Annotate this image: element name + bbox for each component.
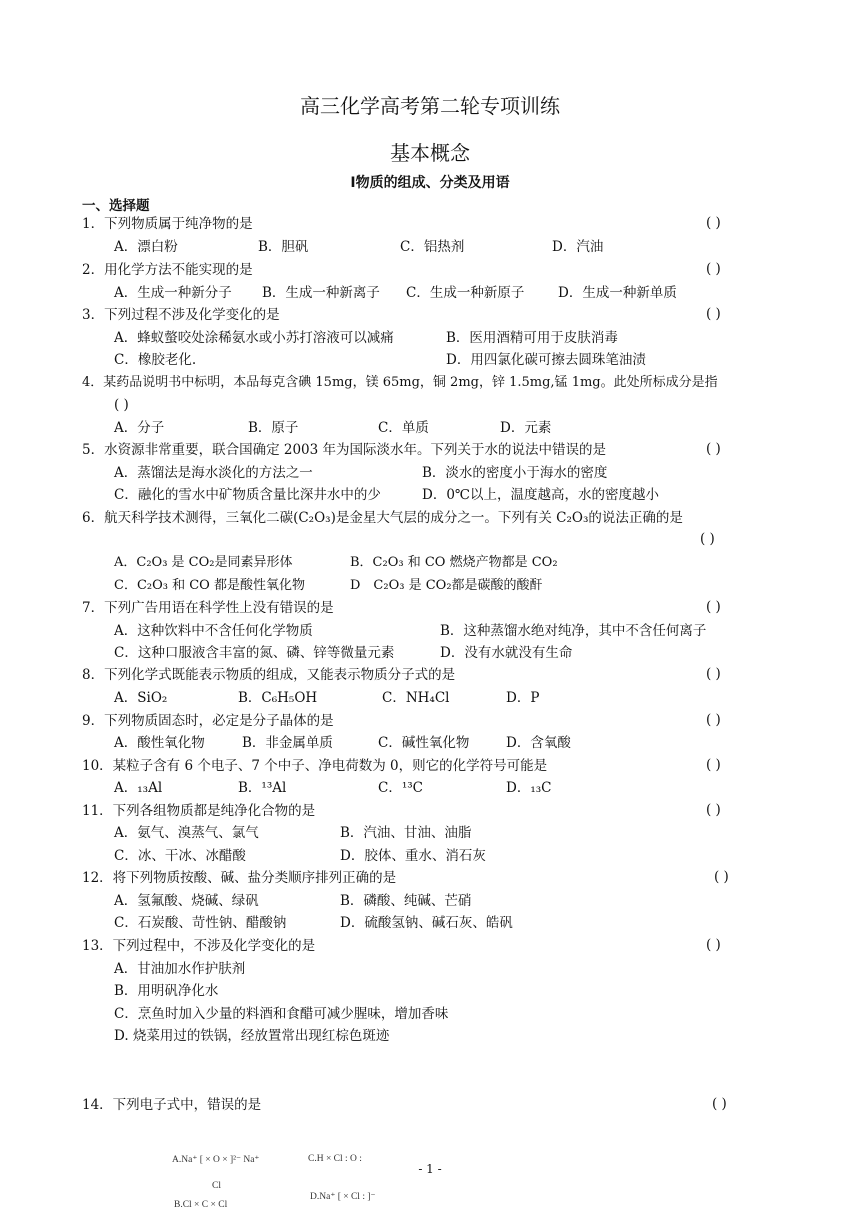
question-10-option-a: A．₁₃Al — [114, 780, 163, 796]
answer-blank: ( ) — [706, 441, 721, 457]
question-5-stem: 5．水资源非常重要，联合国确定 2003 年为国际淡水年。下列关于水的说法中错误的是 — [82, 442, 607, 458]
question-5-option-c: C．融化的雪水中矿物质含量比深井水中的少 — [114, 487, 381, 503]
question-1-stem: 1．下列物质属于纯净物的是 — [82, 216, 253, 232]
question-8-option-c: C．NH₄Cl — [382, 690, 450, 706]
question-13-option-c: C．烹鱼时加入少量的料酒和食醋可减少腥味，增加香味 — [114, 1006, 449, 1022]
question-3-option-b: B．医用酒精可用于皮肤消毒 — [446, 330, 618, 346]
document-subtitle: 基本概念 — [390, 141, 470, 165]
question-9-option-c: C．碱性氧化物 — [378, 735, 470, 751]
question-7-option-a: A．这种饮料中不含任何化学物质 — [114, 623, 313, 639]
question-11-option-a: A．氨气、溴蒸气、氯气 — [114, 825, 259, 841]
section-heading: Ⅰ物质的组成、分类及用语 — [350, 175, 510, 191]
question-3-option-d: D．用四氯化碳可擦去圆珠笔油渍 — [446, 352, 646, 368]
question-10-stem: 10．某粒子含有 6 个电子、7 个中子、净电荷数为 0，则它的化学符号可能是 — [82, 758, 548, 774]
question-1-option-b: B．胆矾 — [258, 239, 309, 255]
question-3-option-a: A．蜂蚁螫咬处涂稀氨水或小苏打溶液可以减痛 — [114, 330, 394, 346]
question-8-option-b: B．C₆H₅OH — [238, 690, 318, 706]
answer-blank: ( ) — [114, 397, 129, 413]
question-2-option-d: D．生成一种新单质 — [558, 285, 677, 301]
question-6-option-d: D C₂O₃ 是 CO₂都是碳酸的酸酐 — [350, 578, 543, 593]
question-7-stem: 7．下列广告用语在科学性上没有错误的是 — [82, 600, 334, 616]
question-10-option-b: B．¹³Al — [238, 780, 287, 796]
question-11-option-c: C．冰、干冰、冰醋酸 — [114, 848, 246, 864]
answer-blank: ( ) — [706, 937, 721, 953]
question-9-stem: 9．下列物质固态时，必定是分子晶体的是 — [82, 713, 334, 729]
question-8-stem: 8．下列化学式既能表示物质的组成，又能表示物质分子式的是 — [82, 667, 456, 683]
question-5-option-b: B．淡水的密度小于海水的密度 — [422, 465, 608, 481]
question-3-option-c: C．橡胶老化. — [114, 352, 197, 368]
question-13-option-a: A．甘油加水作护肤剂 — [114, 961, 246, 977]
question-11-option-d: D．胶体、重水、消石灰 — [340, 848, 486, 864]
electron-formula-c: C.H × Cl : O : — [308, 1154, 362, 1164]
electron-formula-a: A.Na⁺ [ × O × ]²⁻ Na⁺ — [172, 1155, 260, 1165]
electron-formula-b: B.Cl × C × Cl — [174, 1200, 228, 1210]
question-2-option-a: A．生成一种新分子 — [114, 285, 232, 301]
answer-blank: ( ) — [712, 1096, 727, 1112]
page-number: - 1 - — [418, 1162, 442, 1176]
question-2-option-c: C．生成一种新原子 — [406, 285, 525, 301]
question-11-option-b: B．汽油、甘油、油脂 — [340, 825, 472, 841]
answer-blank: ( ) — [706, 757, 721, 773]
question-6-option-b: B．C₂O₃ 和 CO 燃烧产物都是 CO₂ — [350, 555, 558, 570]
question-8-option-a: A．SiO₂ — [114, 690, 168, 706]
answer-blank: ( ) — [700, 531, 715, 547]
question-4-option-d: D．元素 — [500, 420, 552, 436]
question-9-option-d: D．含氧酸 — [506, 735, 571, 751]
question-12-stem: 12．将下列物质按酸、碱、盐分类顺序排列正确的是 — [82, 870, 397, 886]
question-7-option-b: B．这种蒸馏水绝对纯净，其中不含任何离子 — [440, 623, 707, 639]
question-1-option-d: D．汽油 — [552, 239, 604, 255]
question-13-stem: 13．下列过程中，不涉及化学变化的是 — [82, 938, 316, 954]
question-4-stem: 4．某药品说明书中标明，本品每克含碘 15mg，镁 65mg，铜 2mg，锌 1.5mg,锰 1mg。此处所标成分是指 — [82, 375, 718, 390]
question-12-option-d: D．硫酸氢钠、碱石灰、皓矾 — [340, 915, 513, 931]
question-12-option-c: C．石炭酸、苛性钠、醋酸钠 — [114, 915, 287, 931]
answer-blank: ( ) — [714, 869, 729, 885]
question-4-option-a: A．分子 — [114, 420, 165, 436]
electron-formula-b-top: Cl — [212, 1181, 221, 1191]
question-4-option-b: B．原子 — [248, 420, 299, 436]
question-6-option-a: A．C₂O₃ 是 CO₂是同素异形体 — [114, 555, 293, 570]
question-10-option-d: D．₁₃C — [506, 780, 552, 796]
question-8-option-d: D．P — [506, 690, 540, 706]
question-12-option-a: A．氢氟酸、烧碱、绿矾 — [114, 893, 259, 909]
answer-blank: ( ) — [706, 599, 721, 615]
question-1-option-c: C．铝热剂 — [400, 239, 465, 255]
answer-blank: ( ) — [706, 802, 721, 818]
question-7-option-d: D．没有水就没有生命 — [440, 645, 573, 661]
question-7-option-c: C．这种口服液含丰富的氮、磷、锌等微量元素 — [114, 645, 395, 661]
question-3-stem: 3．下列过程不涉及化学变化的是 — [82, 307, 280, 323]
question-6-stem: 6．航天科学技术测得，三氧化二碳(C₂O₃)是金星大气层的成分之一。下列有关 C₂O₃的说法正确的是 — [82, 510, 683, 526]
answer-blank: ( ) — [706, 666, 721, 682]
answer-blank: ( ) — [706, 215, 721, 231]
question-2-stem: 2．用化学方法不能实现的是 — [82, 262, 253, 278]
question-5-option-d: D．0℃以上，温度越高，水的密度越小 — [422, 487, 660, 503]
question-14-stem: 14．下列电子式中，错误的是 — [82, 1097, 262, 1113]
answer-blank: ( ) — [706, 306, 721, 322]
question-9-option-a: A．酸性氧化物 — [114, 735, 205, 751]
question-13-option-d: D. 烧菜用过的铁锅，经放置常出现红棕色斑迹 — [114, 1028, 390, 1044]
question-12-option-b: B．磷酸、纯碱、芒硝 — [340, 893, 472, 909]
question-13-option-b: B．用明矾净化水 — [114, 983, 219, 999]
answer-blank: ( ) — [706, 712, 721, 728]
part-heading: 一、选择题 — [82, 198, 150, 214]
question-5-option-a: A．蒸馏法是海水淡化的方法之一 — [114, 465, 313, 481]
question-2-option-b: B．生成一种新离子 — [262, 285, 380, 301]
question-9-option-b: B．非金属单质 — [242, 735, 333, 751]
answer-blank: ( ) — [706, 261, 721, 277]
question-1-option-a: A．漂白粉 — [114, 239, 178, 255]
question-4-option-c: C．单质 — [378, 420, 429, 436]
question-10-option-c: C．¹³C — [378, 780, 423, 796]
question-11-stem: 11．下列各组物质都是纯净化合物的是 — [82, 803, 316, 819]
question-6-option-c: C．C₂O₃ 和 CO 都是酸性氧化物 — [114, 578, 305, 593]
electron-formula-d: D.Na⁺ [ × Cl : ]⁻ — [310, 1192, 376, 1202]
document-title: 高三化学高考第二轮专项训练 — [300, 94, 560, 118]
